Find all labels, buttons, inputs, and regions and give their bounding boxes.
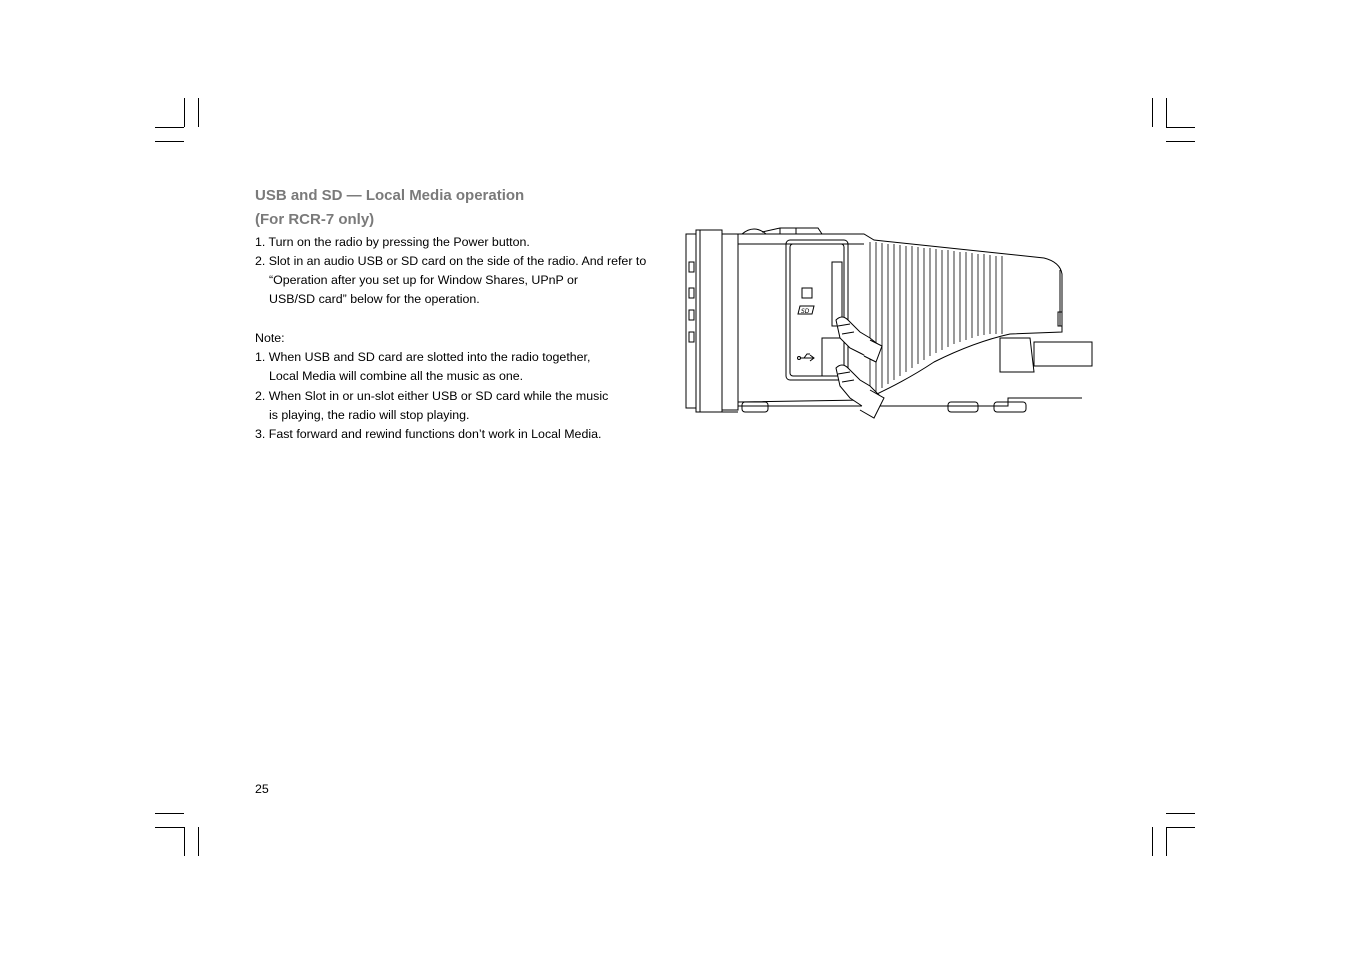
note-item-2-cont: is playing, the radio will stop playing. [269, 408, 470, 422]
crop-mark [1166, 827, 1195, 828]
crop-mark [155, 827, 184, 828]
note-item-1-cont: Local Media will combine all the music as one. [269, 369, 524, 383]
note-label: Note: [255, 331, 285, 345]
crop-mark [1166, 813, 1195, 814]
crop-mark [155, 141, 184, 142]
note-item-3: 3. Fast forward and rewind functions don’t work in Local Media. [255, 427, 602, 441]
crop-mark [198, 827, 199, 856]
crop-mark [1166, 141, 1195, 142]
crop-mark [1166, 827, 1167, 856]
step-2: 2. Slot in an audio USB or SD card on the side of the radio. And refer to [255, 254, 647, 268]
note-item-2: 2. When Slot in or un-slot either USB or SD card while the music [255, 389, 609, 403]
svg-text:SD: SD [801, 308, 810, 315]
section-title: USB and SD — Local Media operation [255, 187, 525, 204]
step-2-cont: USB/SD card” below for the operation. [269, 292, 480, 306]
crop-mark [1152, 98, 1153, 127]
note-item-1: 1. When USB and SD card are slotted into the radio together, [255, 350, 591, 364]
crop-mark [155, 813, 184, 814]
crop-mark [1166, 127, 1195, 128]
step-2-cont: “Operation after you set up for Window Shares, UPnP or [269, 273, 578, 287]
crop-mark [155, 127, 184, 128]
crop-mark [184, 98, 185, 127]
crop-mark [184, 827, 185, 856]
section-subtitle: (For RCR-7 only) [255, 211, 375, 228]
page-number: 25 [255, 782, 269, 796]
step-1: 1. Turn on the radio by pressing the Power button. [255, 235, 530, 249]
crop-mark [198, 98, 199, 127]
crop-mark [1152, 827, 1153, 856]
crop-mark [1166, 98, 1167, 127]
radio-side-illustration [684, 222, 1096, 422]
